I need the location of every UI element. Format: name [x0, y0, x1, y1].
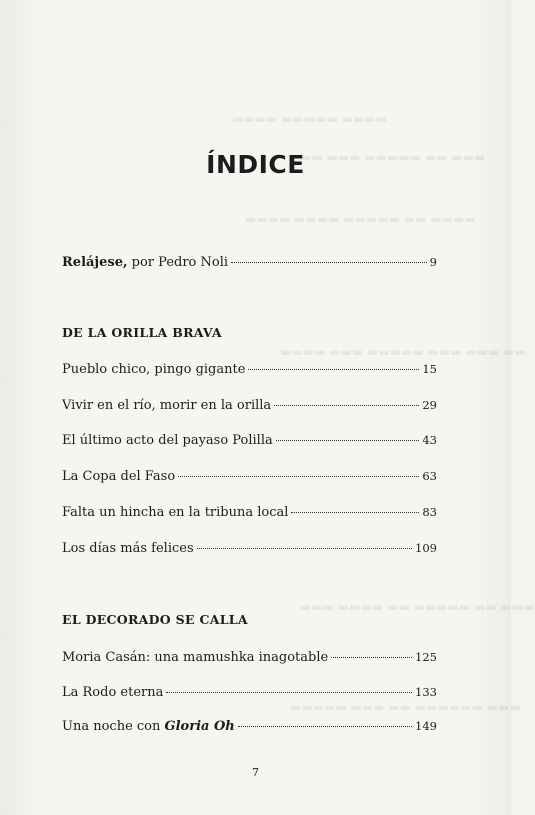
- toc-entry-page: 63: [422, 469, 437, 483]
- toc-entry-page: 83: [422, 505, 437, 519]
- toc-entry-title-author: por Pedro Noli: [127, 255, 229, 270]
- dot-leader: [331, 657, 412, 658]
- section-heading: DE LA ORILLA BRAVA: [62, 325, 222, 340]
- dot-leader: [231, 262, 427, 263]
- section-heading: EL DECORADO SE CALLA: [62, 612, 248, 627]
- toc-entry-title: La Rodo eterna: [62, 685, 164, 700]
- dot-leader: [238, 726, 412, 727]
- toc-entry-title: Los días más felices: [62, 541, 194, 556]
- toc-entry-title-bold: Relájese,: [62, 255, 128, 270]
- bleed-through-text: ▬▬▬▬ ▬▬▬▬ ▬▬▬▬▬ ▬▬ ▬▬▬▬: [245, 212, 476, 226]
- toc-entry-page: 9: [429, 255, 437, 269]
- toc-entry: [62, 362, 437, 377]
- dot-leader: [274, 405, 419, 406]
- toc-entry-title: Vivir en el río, morir en la orilla: [62, 398, 272, 413]
- dot-leader: [197, 548, 412, 549]
- toc-entry-page: 109: [415, 541, 437, 555]
- toc-entry-title: Falta un hincha en la tribuna local: [62, 505, 289, 520]
- toc-entry-title-italic: Gloria Oh: [164, 719, 235, 734]
- dot-leader: [178, 476, 419, 477]
- toc-entry: [62, 469, 437, 484]
- toc-entry-title: [62, 719, 235, 734]
- toc-entry: [62, 541, 437, 556]
- toc-entry-page: 133: [415, 685, 437, 699]
- toc-entry-page: 29: [422, 398, 437, 412]
- dot-leader: [276, 440, 420, 441]
- toc-entry: [62, 433, 437, 448]
- toc-entry-page: 125: [415, 650, 437, 664]
- toc-entry: [62, 505, 437, 520]
- toc-entry: [62, 685, 437, 700]
- bleed-through-text: ▬▬▬▬ ▬▬▬ ▬▬▬▬▬ ▬▬▬ ▬▬▬ ▬▬: [280, 345, 526, 359]
- toc-entry: [62, 650, 437, 665]
- toc-entry: [62, 719, 437, 734]
- bleed-through-text: ▬▬▬▬▬ ▬▬▬ ▬▬ ▬▬▬▬▬▬ ▬▬▬: [290, 700, 521, 714]
- toc-entry-title: La Copa del Faso: [62, 469, 176, 484]
- dot-leader: [166, 692, 412, 693]
- toc-entry-title: El último acto del payaso Polilla: [62, 433, 273, 448]
- dot-leader: [291, 512, 419, 513]
- toc-entry-page: 43: [422, 433, 437, 447]
- bleed-through-text: ▬▬▬ ▬▬▬▬ ▬▬ ▬▬▬▬▬ ▬▬ ▬▬▬: [300, 600, 535, 614]
- toc-entry-title: Pueblo chico, pingo gigante: [62, 362, 246, 377]
- bleed-through-text: ▬▬▬▬ ▬▬▬▬▬ ▬▬▬▬: [232, 112, 388, 126]
- toc-entry-page: 15: [422, 362, 437, 376]
- page-title: ÍNDICE: [206, 150, 305, 179]
- toc-entry: [62, 398, 437, 413]
- page-number: 7: [252, 766, 259, 779]
- toc-entry-title-plain: Una noche con: [62, 719, 165, 734]
- toc-entry-title: [62, 255, 228, 270]
- toc-entry-title: Moria Casán: una mamushka inagotable: [62, 650, 329, 665]
- bleed-through-text: ▬▬ ▬▬▬ ▬▬▬▬▬ ▬▬ ▬▬▬: [300, 150, 486, 164]
- toc-entry-intro: [62, 255, 437, 270]
- dot-leader: [248, 369, 419, 370]
- toc-entry-page: 149: [415, 719, 437, 733]
